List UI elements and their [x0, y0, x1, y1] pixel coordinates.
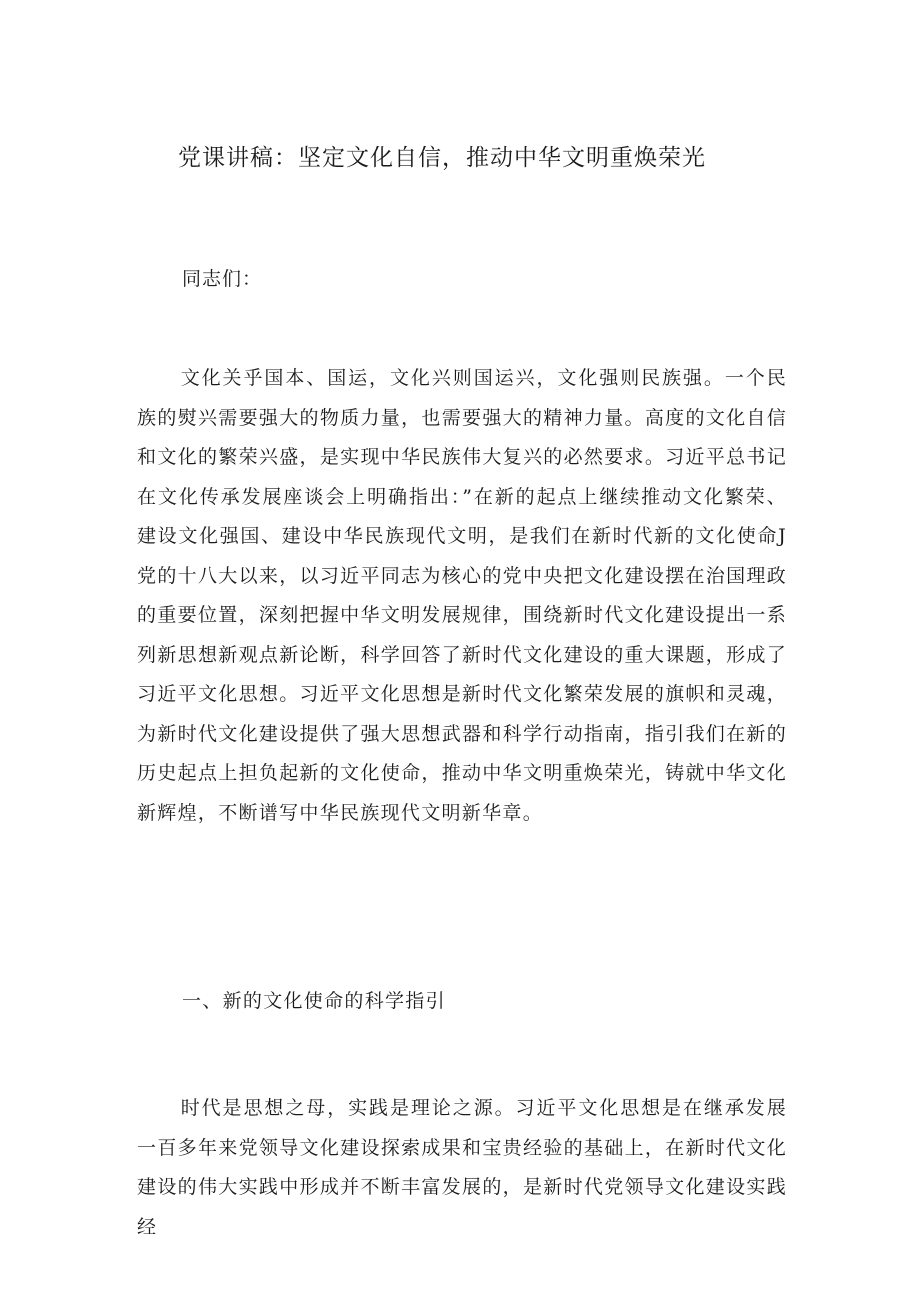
body-paragraph-2: 时代是思想之母，实践是理论之源。习近平文化思想是在继承发展一百多年来党领导文化建设探索成果和宝贵经验的基础上，在新时代文化建设的伟大实践中形成并不断丰富发展的，是新时代党领导文化建设实践经 [137, 1097, 787, 1238]
document-title: 党课讲稿：坚定文化自信，推动中华文明重焕荣光 [178, 145, 706, 171]
body-paragraph-1: 文化关乎国本、国运，文化兴则国运兴，文化强则民族强。一个民族的熨兴需要强大的物质力量，也需要强大的精神力量。高度的文化自信和文化的繁荣兴盛，是实现中华民族伟大复兴的必然要求。习近平总书记在文化传承发展座谈会上明确指出：”在新的起点上继续推动文化繁荣、建设文化强国、建设中华民族现代文明，是我们在新时代新的文化使命J党的十八大以来，以习近平同志为核心的党中央把文化建设摆在治国理政的重要位置，深刻把握中华文明发展规律，围绕新时代文化建设提出一系列新思想新观点新论断，科学回答了新时代文化建设的重大课题，形成了习近平文化思想。习近平文化思想是新时代文化繁荣发展的旗帜和灵魂，为新时代文化建设提供了强大思想武器和科学行动指南，指引我们在新的历史起点上担负起新的文化使命，推动中华文明重焕荣光，铸就中华文化新辉煌，不断谱写中华民族现代文明新华章。 [137, 367, 787, 824]
section-heading-1: 一、新的文化使命的科学指引 [182, 990, 446, 1012]
salutation: 同志们： [182, 268, 263, 290]
